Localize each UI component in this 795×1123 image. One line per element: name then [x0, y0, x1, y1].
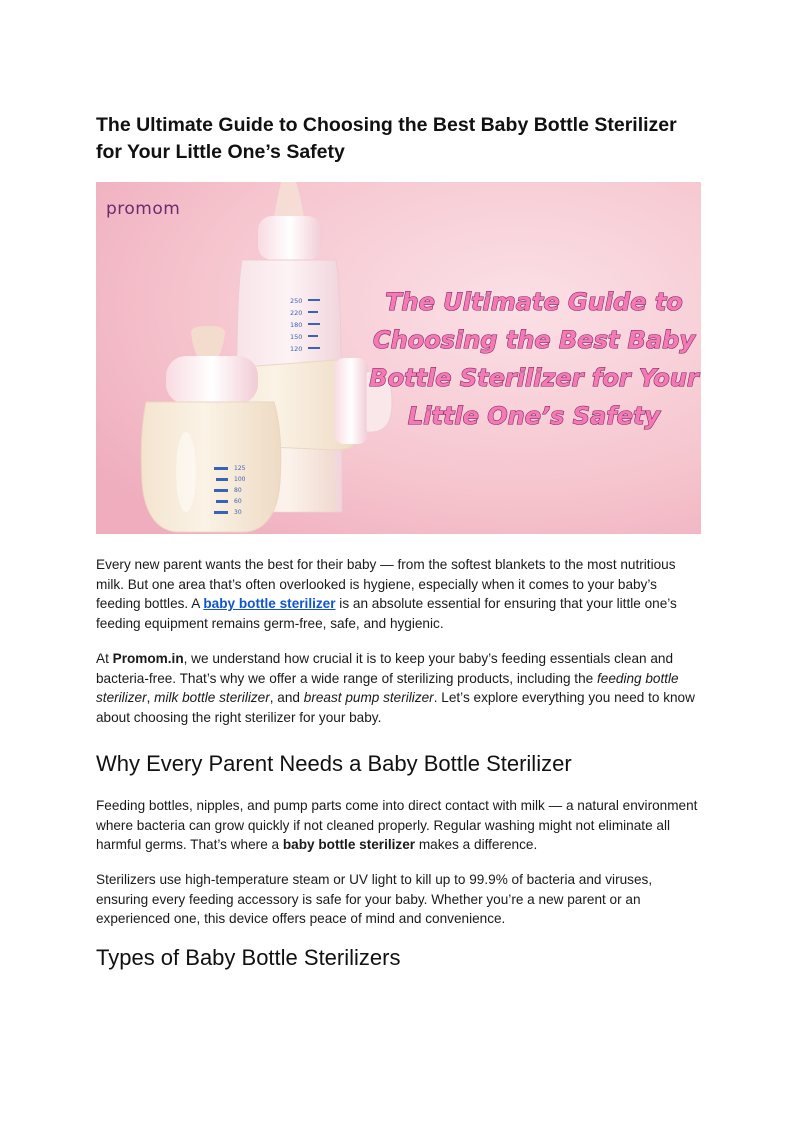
tall-bottle-mark: 220: [290, 309, 303, 317]
hero-headline-line: Choosing the Best Baby: [373, 326, 695, 354]
text-run: is an absolute essential for ensuring that your little one’s feeding equipment remains germ-free, safe, and hygienic.: [96, 596, 677, 631]
intro-paragraph-2: [96, 649, 701, 727]
why-paragraph-1: [96, 796, 701, 855]
tall-bottle-mark: 150: [290, 333, 303, 341]
tall-bottle-mark: 120: [290, 345, 303, 353]
product-name: milk bottle sterilizer: [154, 690, 270, 706]
product-name: feeding bottle sterilizer: [96, 670, 679, 706]
hero-headline-line: The Ultimate Guide to: [385, 288, 683, 316]
text-run: Every new parent wants the best for their baby — from the softest blankets to the most nutritious milk. But one area that’s often overlooked is hygiene, especially when it comes to your baby’s feeding bottles. A: [96, 557, 676, 612]
why-paragraph-2: Sterilizers use high-temperature steam or UV light to kill up to 99.9% of bacteria and viruses, ensuring every feeding accessory is safe for your baby. Whether you’re a new parent or an experienced one, this device offers peace of mind and convenience.: [96, 872, 653, 927]
brand-name: Promom.in: [112, 651, 184, 666]
hero-image: [96, 182, 701, 534]
text-run: , and: [269, 690, 304, 706]
small-bottle-mark: 80: [234, 487, 242, 494]
baby-bottle-sterilizer-link[interactable]: baby bottle sterilizer: [203, 596, 336, 612]
tall-bottle-mark: 180: [290, 321, 303, 329]
small-bottle-mark: 30: [234, 509, 242, 516]
small-bottle-mark: 125: [234, 465, 246, 472]
bold-term: baby bottle sterilizer: [282, 837, 416, 853]
product-name: breast pump sterilizer: [303, 690, 434, 706]
small-bottle-mark: 100: [234, 476, 246, 483]
text-run: makes a difference.: [415, 837, 538, 853]
text-run: At: [96, 651, 113, 666]
hero-headline-line: Little One’s Safety: [407, 402, 661, 430]
document-title: The Ultimate Guide to Choosing the Best Baby Bottle Sterilizer for Your Little One’s Safety: [96, 114, 677, 163]
text-run: ,: [146, 690, 155, 706]
text-run: . Let’s explore everything you need to know about choosing the right sterilizer for your baby.: [96, 690, 695, 725]
tall-bottle-mark: 250: [290, 297, 303, 305]
small-bottle-mark: 60: [234, 498, 242, 505]
hero-headline-line: Bottle Sterilizer for Your: [369, 364, 699, 392]
section-heading-why: Why Every Parent Needs a Baby Bottle Sterilizer: [96, 751, 572, 776]
text-run: , we understand how crucial it is to keep your baby’s feeding essentials clean and bacteria-free. That’s why we offer a wide range of sterilizing products, including the: [96, 651, 674, 686]
text-run: Feeding bottles, nipples, and pump parts come into direct contact with milk — a natural environment where bacteria can grow quickly if not cleaned properly. Regular washing might not eliminate all harmful germs. That’s where a: [96, 798, 698, 853]
brand-logo: promom: [106, 199, 181, 219]
intro-paragraph-1: [96, 555, 701, 633]
section-heading-types: Types of Baby Bottle Sterilizers: [96, 945, 401, 970]
